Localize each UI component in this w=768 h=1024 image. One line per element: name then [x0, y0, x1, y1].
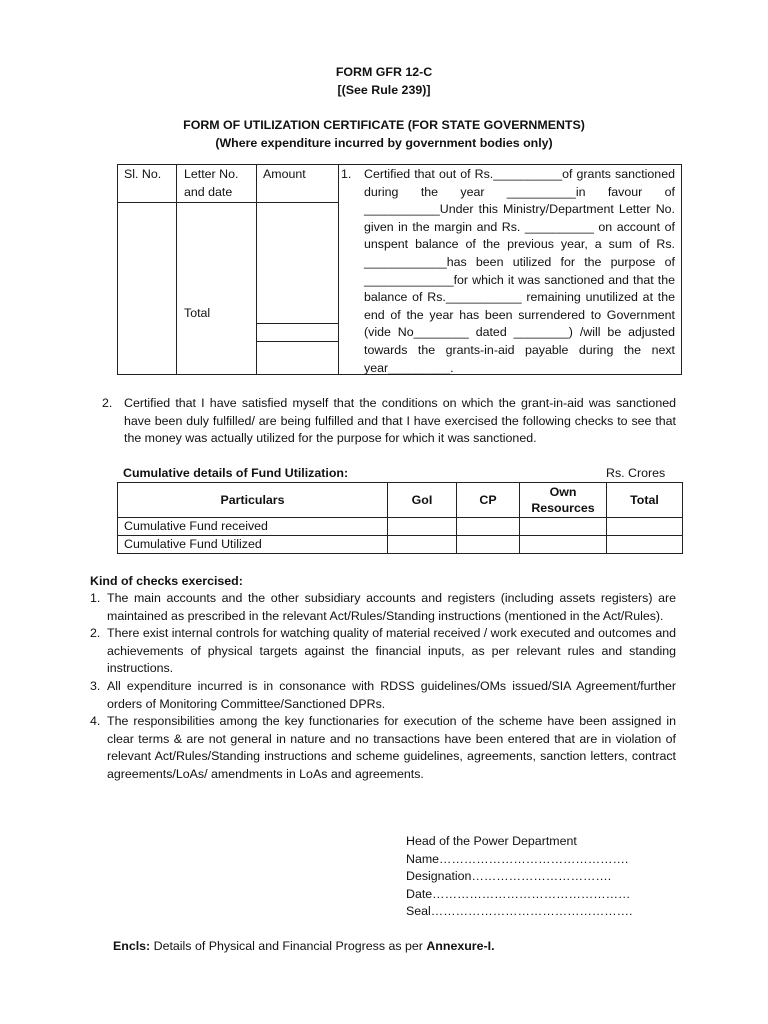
row-particular: Cumulative Fund Utilized: [118, 536, 388, 554]
enclosure-text: Details of Physical and Financial Progress as per: [150, 939, 427, 953]
list-item: 4. The responsibilities among the key functionaries for execution of the scheme have been assigned in clear terms & are not general in nature and no transactions have been entered that are in violation of relevant Act/Rules/Standing instructions and scheme guidelines, agreements, sanction letters, contract agreements/LoAs/ amendments in LoAs and agreements.: [90, 714, 676, 781]
list-item: 3. All expenditure incurred is in consonance with RDSS guidelines/OMs issued/SIA Agreement/further orders of Monitoring Committee/Sanctioned DPRs.: [90, 678, 676, 711]
form-title: FORM OF UTILIZATION CERTIFICATE (FOR STATE GOVERNMENTS): [183, 118, 585, 132]
checks-list: [90, 590, 676, 784]
cumulative-fund-table: [117, 482, 683, 554]
col-letter-date: and date: [184, 185, 233, 199]
row-particular: Cumulative Fund received: [118, 518, 388, 536]
total-label: Total: [184, 306, 211, 320]
item2-certification-text: Certified that I have satisfied myself that the conditions on which the grant-in-aid was sanctioned have been duly fulfilled/ are being fulfilled and that I have exercised the following checks to see that the money was actually utilized for the purpose for which it was sanctioned.: [124, 396, 676, 446]
col-amount: Amount: [263, 167, 306, 181]
signatory-seal: Seal………………………………………….: [406, 904, 633, 918]
currency-unit: Rs. Crores: [606, 466, 666, 480]
form-number: FORM GFR 12-C: [335, 65, 433, 79]
table-header-row: [118, 483, 683, 518]
col-total: Total: [607, 483, 683, 518]
col-particulars: Particulars: [118, 483, 388, 518]
enclosure-line: [113, 938, 495, 956]
cumulative-heading: Cumulative details of Fund Utilization:: [123, 466, 349, 480]
list-item: 1. The main accounts and the other subsidiary accounts and registers (including assets registers) are maintained as prescribed in the relevant Act/Rules/Standing instructions (mentioned in the Act/Rules).: [90, 591, 676, 623]
col-own-resources: Own Resources: [520, 483, 607, 518]
col-cp: CP: [457, 483, 520, 518]
item1-number: 1.: [341, 167, 352, 181]
signatory-role: Head of the Power Department: [406, 834, 577, 848]
table-row: [118, 518, 683, 536]
item2-number: 2.: [102, 396, 113, 410]
list-item: 2. There exist internal controls for watching quality of material received / work executed and outcomes and achievements of physical targets against the financial inputs, as per relevant rules and standing instructions.: [90, 626, 676, 676]
signatory-date: Date…………………………………………: [406, 887, 631, 901]
col-letter-no: Letter No.: [184, 167, 239, 181]
rule-reference: [(See Rule 239)]: [337, 83, 431, 97]
certificate-table: [117, 164, 682, 375]
signatory-name: Name……………………………………….: [406, 852, 629, 866]
table-row: [118, 536, 683, 554]
annexure-reference: Annexure-I.: [426, 939, 495, 953]
checks-heading: Kind of checks exercised:: [90, 574, 243, 588]
col-sl-no: Sl. No.: [124, 167, 162, 181]
item1-certification-text: Certified that out of Rs.__________of grants sanctioned during the year __________in favour of ___________Under this Ministry/Department Letter No. given in the margin and Rs. __________ on account of unspent balance of the previous year, a sum of Rs. ____________has been utilized for the purpose of _____________for which it was sanctioned and that the balance of Rs.___________ remaining unutilized at the end of the year has been surrendered to Government (vide No________ dated ________) /will be adjusted towards the grants-in-aid payable during the next year_________.: [364, 167, 675, 375]
form-subtitle: (Where expenditure incurred by government bodies only): [215, 136, 553, 150]
signatory-designation: Designation…………………………….: [406, 869, 612, 883]
col-goi: GoI: [388, 483, 457, 518]
enclosure-label: Encls:: [113, 939, 151, 953]
